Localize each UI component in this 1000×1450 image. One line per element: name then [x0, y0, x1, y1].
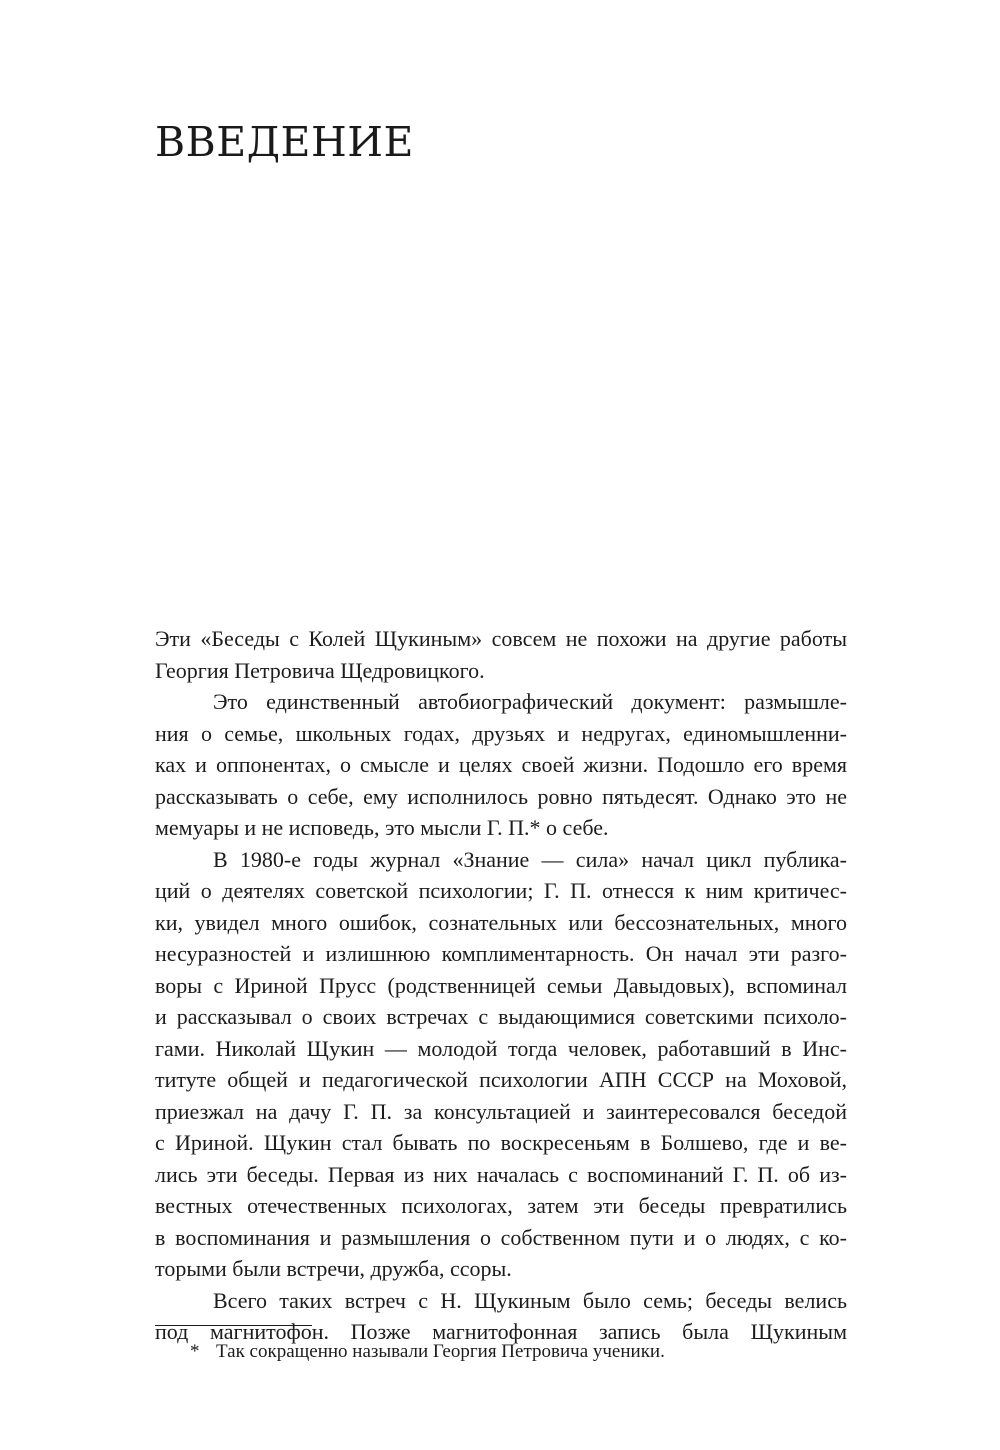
text-line: гами. Николай Щукин — молодой тогда человек, работавший в Инс- — [155, 1035, 847, 1061]
footnote-marker: * — [190, 1341, 200, 1362]
text-line: В 1980-е годы журнал «Знание — сила» начал цикл публика- — [213, 846, 847, 872]
text-line: торыми были встречи, дружба, ссоры. — [155, 1256, 512, 1281]
chapter-title: ВВЕДЕНИЕ — [155, 118, 414, 166]
text-line: ки, увидел много ошибок, сознательных или бессознательных, много — [155, 909, 847, 935]
text-line: ках и оппонентах, о смысле и целях своей жизни. Подошло его время — [155, 752, 847, 777]
text-line: под магнитофон. Позже магнитофонная запись была Щукиным — [155, 1319, 847, 1344]
text-line: Всего таких встреч с Н. Щукиным было семь; беседы велись — [213, 1287, 847, 1313]
text-line: приезжал на дачу Г. П. за консультацией и заинтересовался беседой — [155, 1098, 847, 1124]
text-line: Георгия Петровича Щедровицкого. — [155, 657, 485, 683]
text-line: Эти «Беседы с Колей Щукиным» совсем не похожи на другие работы — [155, 626, 847, 651]
text-line: мемуары и не исповедь, это мысли Г. П.* о себе. — [155, 815, 609, 840]
text-line: воры с Ириной Прусс (родственницей семьи Давыдовых), вспоминал — [155, 972, 847, 998]
text-line: несуразностей и излишнюю комплиментарность. Он начал эти разго- — [155, 941, 847, 966]
text-line: в воспоминания и размышления о собственном пути и о людях, с ко- — [155, 1224, 847, 1250]
text-line: ций о деятелях советской психологии; Г. П. отнесся к ним критичес- — [155, 878, 847, 903]
text-line: титуте общей и педагогической психологии АПН СССР на Моховой, — [155, 1067, 847, 1092]
text-line: рассказывать о себе, ему исполнилось ровно пятьдесят. Однако это не — [155, 783, 847, 809]
footnote-text: Так сокращенно называли Георгия Петровича ученики. — [216, 1341, 665, 1362]
footnote — [190, 1339, 665, 1365]
text-line: вестных отечественных психологах, затем эти беседы превратились — [155, 1193, 847, 1218]
text-line: лись эти беседы. Первая из них началась с воспоминаний Г. П. об из- — [155, 1161, 847, 1187]
text-line: и рассказывал о своих встречах с выдающимися советскими психоло- — [155, 1004, 847, 1029]
text-line: Это единственный автобиографический документ: размышле- — [213, 689, 847, 714]
text-line: с Ириной. Щукин стал бывать по воскресеньям в Болшево, где и ве- — [155, 1130, 847, 1155]
footnote-divider — [155, 1325, 312, 1326]
body-text — [155, 623, 847, 1348]
text-line: ния о семье, школьных годах, друзьях и недругах, единомышленни- — [155, 720, 847, 746]
